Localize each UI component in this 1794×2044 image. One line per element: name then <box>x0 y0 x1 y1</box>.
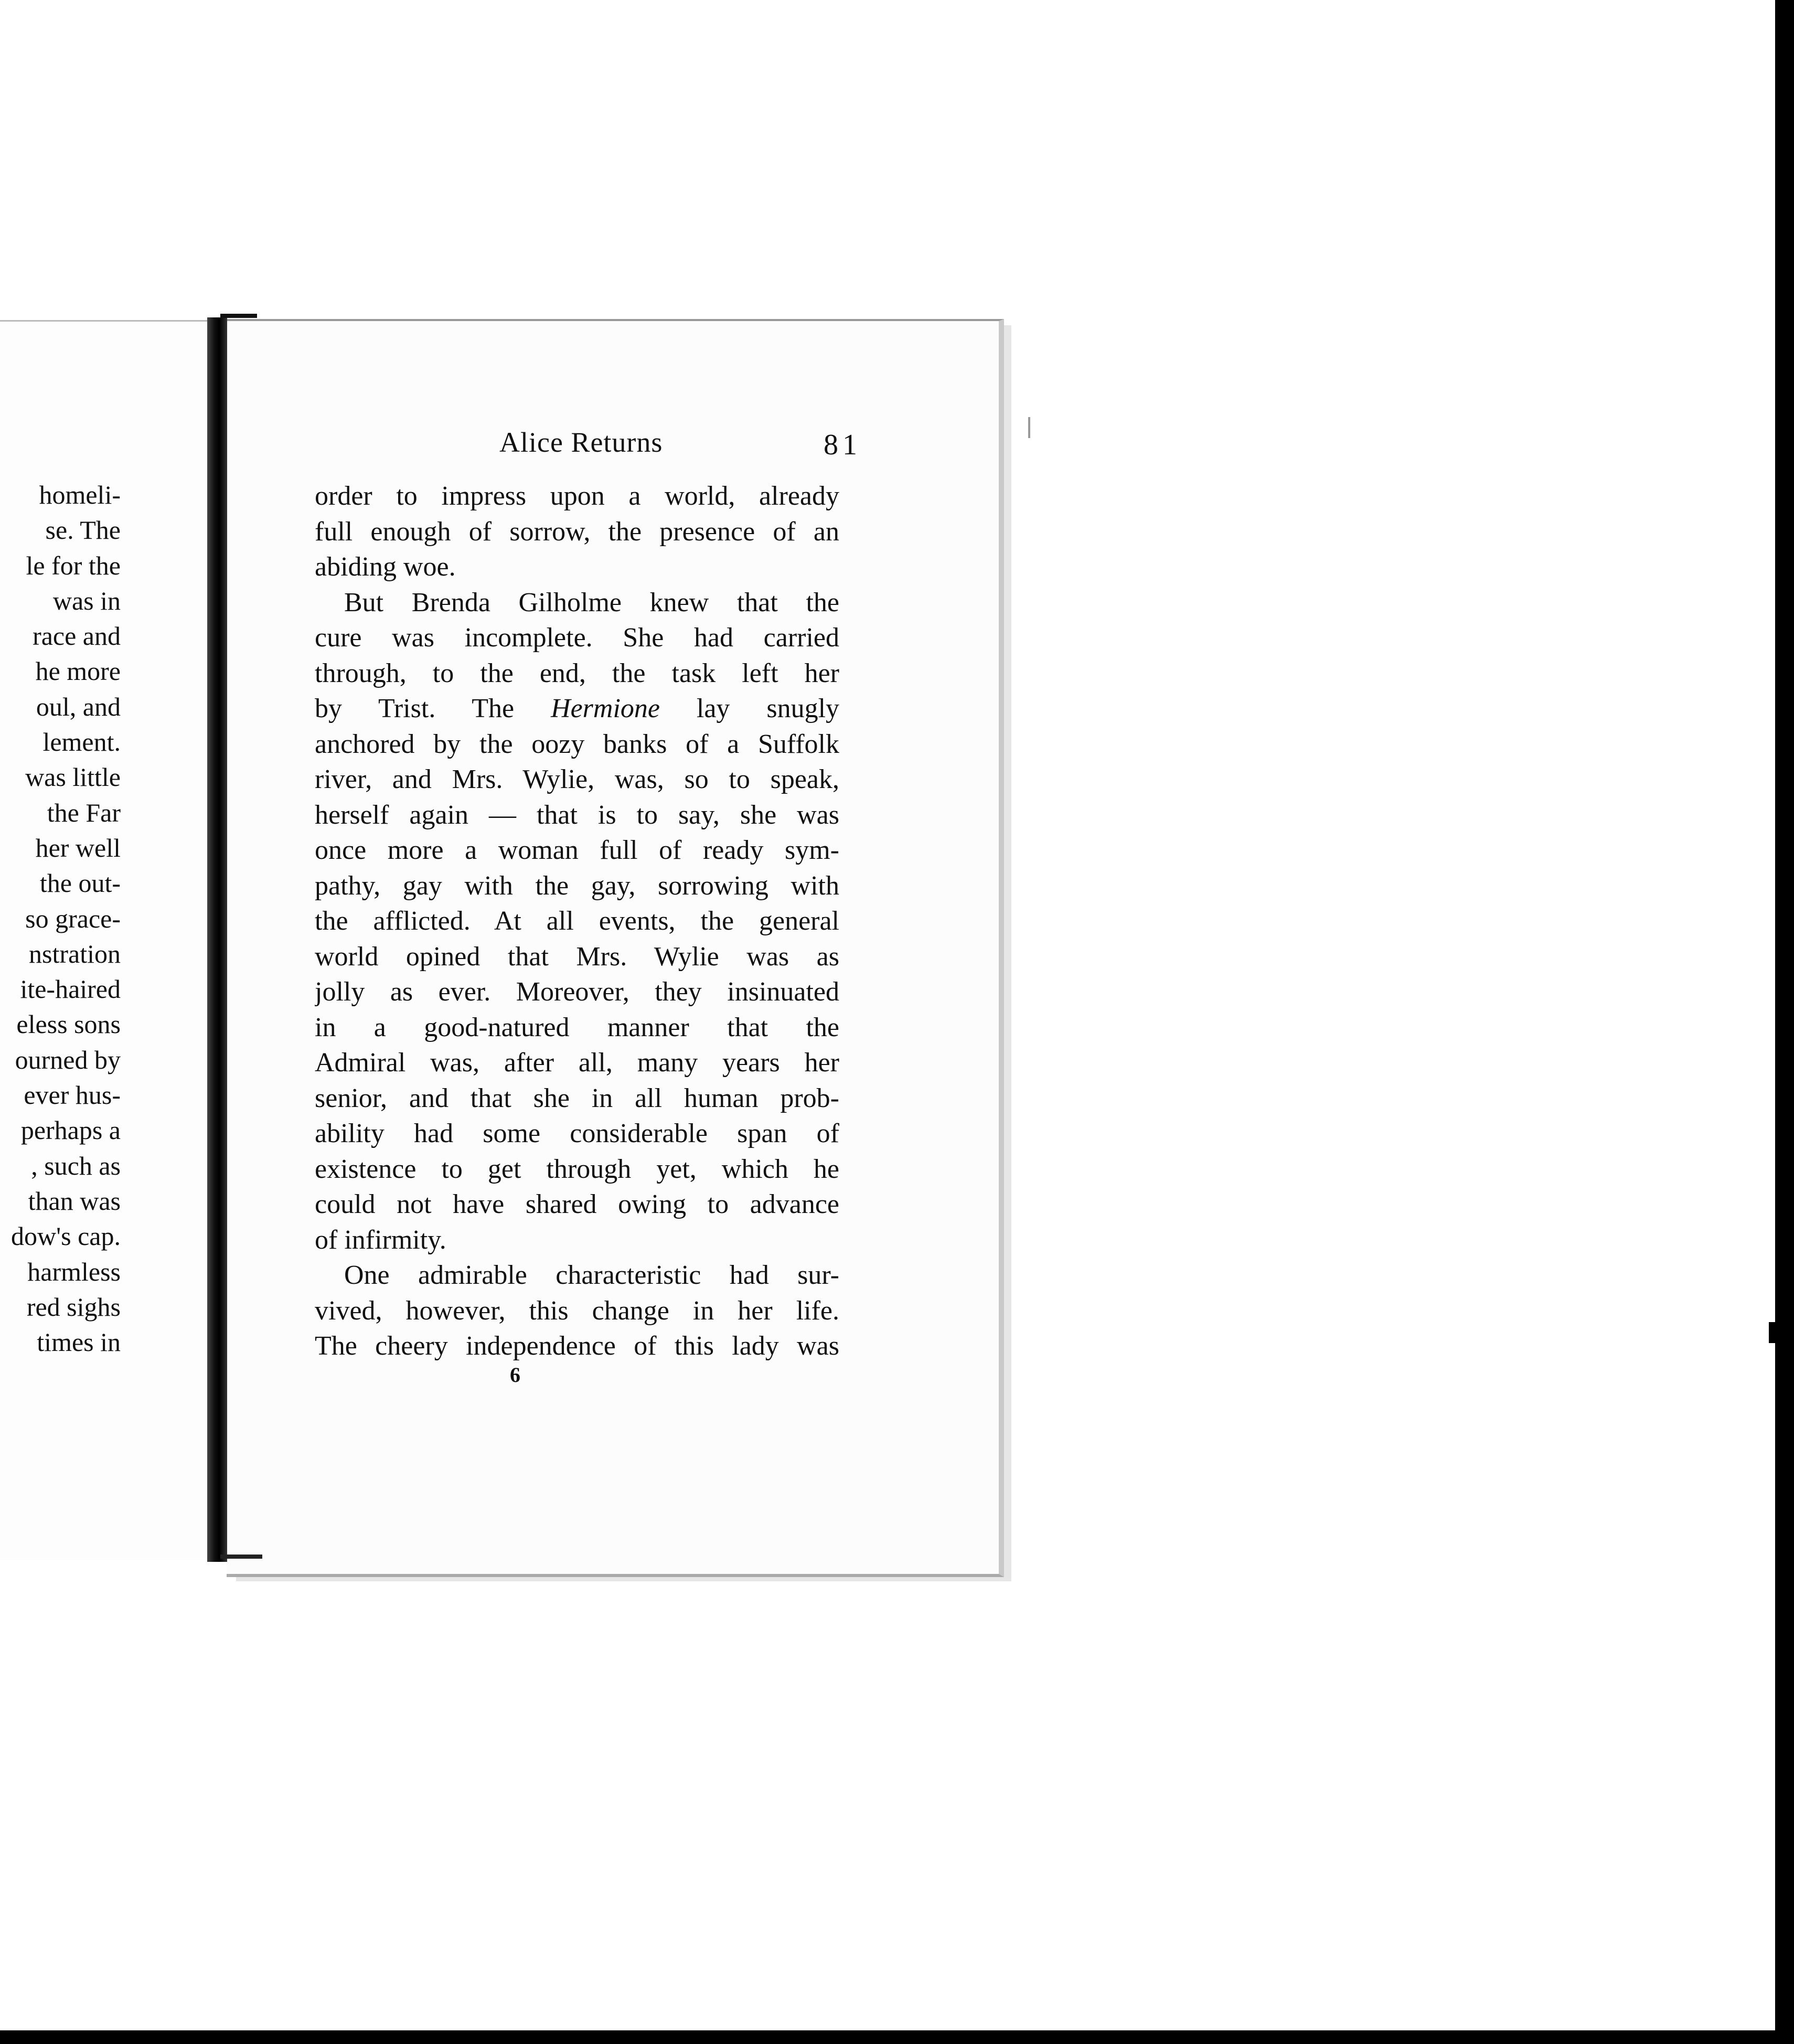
left-line: was little <box>25 762 121 792</box>
page-number: 81 <box>824 429 861 461</box>
text-line: vived, however, this change in her life. <box>315 1295 839 1326</box>
text-fragment: by Trist. The <box>315 694 515 723</box>
text-line: river, and Mrs. Wylie, was, so to speak, <box>315 764 839 794</box>
text-line: ability had some considerable span of <box>315 1119 839 1148</box>
scan-border-bottom <box>0 2030 1794 2044</box>
text-line: order to impress upon a world, already <box>315 481 839 511</box>
scan-border-right <box>1775 0 1794 2044</box>
text-line: full enough of sorrow, the presence of an <box>315 516 839 547</box>
right-page <box>227 319 1004 1577</box>
left-line: nstration <box>29 939 121 968</box>
left-page-text <box>0 477 121 1360</box>
text-line: pathy, gay with the gay, sorrowing with <box>315 870 839 901</box>
text-line: herself again — that is to say, she was <box>315 800 839 830</box>
text-line: the afflicted. At all events, the general <box>315 906 839 936</box>
left-line: the out- <box>39 868 121 898</box>
text-line: once more a woman full of ready sym- <box>315 835 839 865</box>
text-line: through, to the end, the task left her <box>315 658 839 688</box>
scan-edge-mark <box>1769 1322 1775 1343</box>
text-fragment: lay snugly <box>696 694 839 723</box>
left-line: oul, and <box>36 691 121 721</box>
left-line: lement. <box>42 727 121 757</box>
text-line: jolly as ever. Moreover, they insinuated <box>315 977 839 1007</box>
text-line: in a good-natured manner that the <box>315 1012 839 1042</box>
text-line: anchored by the oozy banks of a Suffolk <box>315 729 839 759</box>
signature-mark: 6 <box>510 1363 520 1387</box>
left-line: dow's cap. <box>11 1221 121 1251</box>
left-line: le for the <box>26 550 121 580</box>
left-line: than was <box>28 1186 121 1216</box>
ship-name: Hermione <box>551 694 660 723</box>
text-line-with-ship-name <box>315 691 839 727</box>
text-line: cure was incomplete. She had carried <box>315 623 839 653</box>
text-line: existence to get through yet, which he <box>315 1154 839 1184</box>
margin-mark <box>1028 417 1030 438</box>
left-line: homeli- <box>39 480 121 509</box>
left-line: times in <box>37 1327 121 1357</box>
left-line: ite-haired <box>20 974 121 1004</box>
left-line: red sighs <box>26 1292 121 1322</box>
left-line: , such as <box>31 1151 121 1180</box>
left-line: ourned by <box>15 1045 121 1074</box>
left-line: se. The <box>45 515 121 545</box>
gutter-top-edge <box>220 314 257 318</box>
text-line: could not have shared owing to advance <box>315 1189 839 1219</box>
left-line: her well <box>35 833 121 863</box>
body-text <box>315 478 839 1364</box>
left-line: ever hus- <box>24 1080 121 1110</box>
left-line: so grace- <box>25 903 121 933</box>
page-header <box>227 426 861 463</box>
text-line: But Brenda Gilholme knew that the <box>344 587 839 618</box>
text-line: abiding woe. <box>315 552 456 582</box>
gutter-bottom-edge <box>220 1555 262 1559</box>
text-line: world opined that Mrs. Wylie was as <box>315 941 839 972</box>
left-line: he more <box>35 656 121 686</box>
text-line: The cheery independence of this lady was <box>315 1331 839 1361</box>
left-line: the Far <box>47 797 121 827</box>
left-line: harmless <box>27 1257 121 1286</box>
text-line: of infirmity. <box>315 1225 446 1255</box>
book-gutter <box>207 317 227 1562</box>
text-line: Admiral was, after all, many years her <box>315 1048 839 1078</box>
left-line: eless sons <box>16 1009 121 1039</box>
text-line: One admirable characteristic had sur- <box>344 1260 839 1290</box>
left-line: was in <box>52 585 121 615</box>
left-line: race and <box>33 621 121 651</box>
left-line: perhaps a <box>20 1115 121 1145</box>
text-line: senior, and that she in all human prob- <box>315 1083 839 1113</box>
running-title: Alice Returns <box>499 427 663 458</box>
